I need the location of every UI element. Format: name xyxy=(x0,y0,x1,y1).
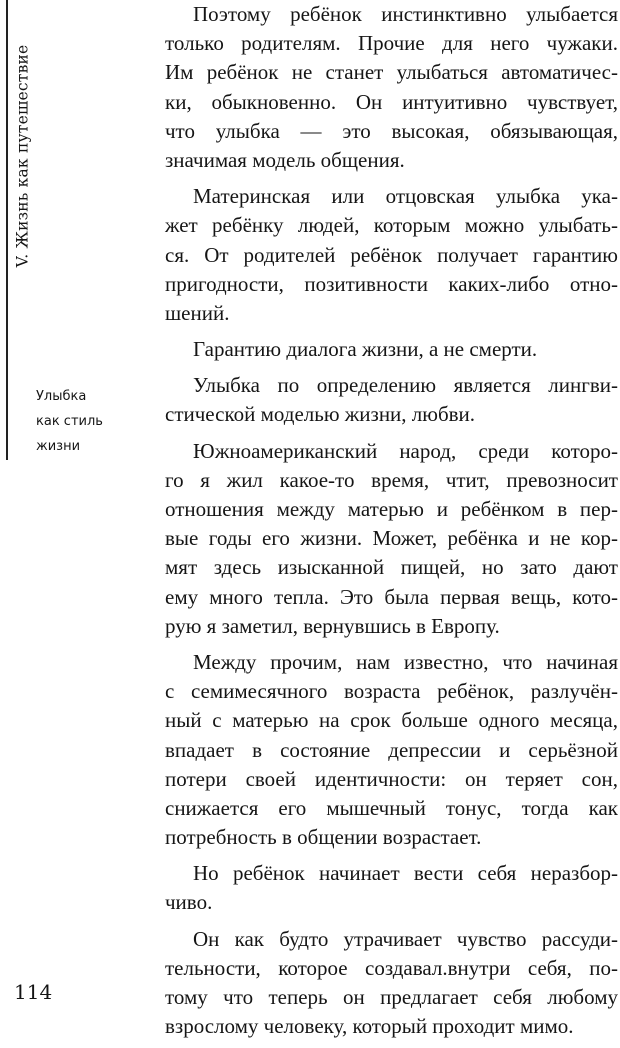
paragraph xyxy=(165,925,618,1042)
text-line: ему много тепла. Это была первая вещь, кото- xyxy=(165,584,618,609)
text-line: пригодности, позитивности каких-либо отно- xyxy=(165,271,618,296)
paragraph xyxy=(165,648,618,852)
text-line: взрослому человеку, который проходит мимо. xyxy=(165,1014,574,1039)
paragraph xyxy=(165,335,618,364)
text-line: шений. xyxy=(165,300,230,325)
margin-note-line: как стиль xyxy=(36,414,103,429)
text-line: потери своей идентичности: он теряет сон, xyxy=(165,766,618,791)
paragraph xyxy=(165,371,618,429)
text-line: Южноамериканский народ, среди которо- xyxy=(193,438,618,463)
text-line: потребность в общении возрастает. xyxy=(165,825,482,850)
text-line: чиво. xyxy=(165,890,213,915)
text-line: Между прочим, нам известно, что начиная xyxy=(193,649,618,674)
text-line: Он как будто утрачивает чувство рассуди- xyxy=(193,926,618,951)
text-line: тому что теперь он предлагает себя любому xyxy=(165,985,618,1009)
text-line: ный с матерью на срок больше одного месяца, xyxy=(165,708,618,733)
text-line: только родителям. Прочие для него чужаки. xyxy=(165,31,618,56)
text-line: Поэтому ребёнок инстинктивно улыбается xyxy=(193,2,618,26)
paragraph xyxy=(165,437,618,641)
text-line: Улыбка по определению является лингви- xyxy=(193,373,618,398)
margin-note-line: жизни xyxy=(36,439,81,454)
running-head xyxy=(8,10,36,302)
paragraph xyxy=(165,182,618,328)
paragraph xyxy=(165,859,618,917)
text-line: Гарантию диалога жизни, а не смерти. xyxy=(193,337,538,362)
text-line: рую я заметил, вернувшись в Европу. xyxy=(165,613,500,638)
page-number: 114 xyxy=(14,980,53,1004)
text-line: ся. От родителей ребёнок получает гарантию xyxy=(165,242,618,267)
text-line: вые годы его жизни. Может, ребёнка и не кор- xyxy=(165,526,618,551)
text-line: Им ребёнок не станет улыбаться автоматичес- xyxy=(165,60,618,85)
text-line: что улыбка — это высокая, обязывающая, xyxy=(165,118,618,143)
margin-note-line: Улыбка xyxy=(36,389,87,404)
body-text xyxy=(165,0,618,1048)
text-line: значимая модель общения. xyxy=(165,147,405,172)
text-line: отношения между матерью и ребёнком в пер- xyxy=(165,497,618,521)
paragraph xyxy=(165,0,618,175)
text-line: го я жил какое-то время, чтит, превозносит xyxy=(165,467,618,492)
text-line: впадает в состояние депрессии и серьёзной xyxy=(165,737,618,762)
margin-note xyxy=(36,384,136,459)
text-line: мят здесь изысканной пищей, но зато дают xyxy=(165,555,618,580)
text-line: Но ребёнок начинает вести себя неразбор- xyxy=(193,861,618,886)
text-line: ки, обыкновенно. Он интуитивно чувствует, xyxy=(165,89,618,114)
text-line: стической моделью жизни, любви. xyxy=(165,402,476,427)
text-line: тельности, которое создавал.внутри себя, по- xyxy=(165,955,618,980)
text-line: жет ребёнку людей, которым можно улыбать- xyxy=(165,213,618,238)
text-line: снижается его мышечный тонус, тогда как xyxy=(165,795,618,820)
running-head-text: V. Жизнь как путешествие xyxy=(13,44,32,268)
text-line: Материнская или отцовская улыбка ука- xyxy=(193,184,618,209)
text-line: с семимесячного возраста ребёнок, разлучён- xyxy=(165,679,618,704)
